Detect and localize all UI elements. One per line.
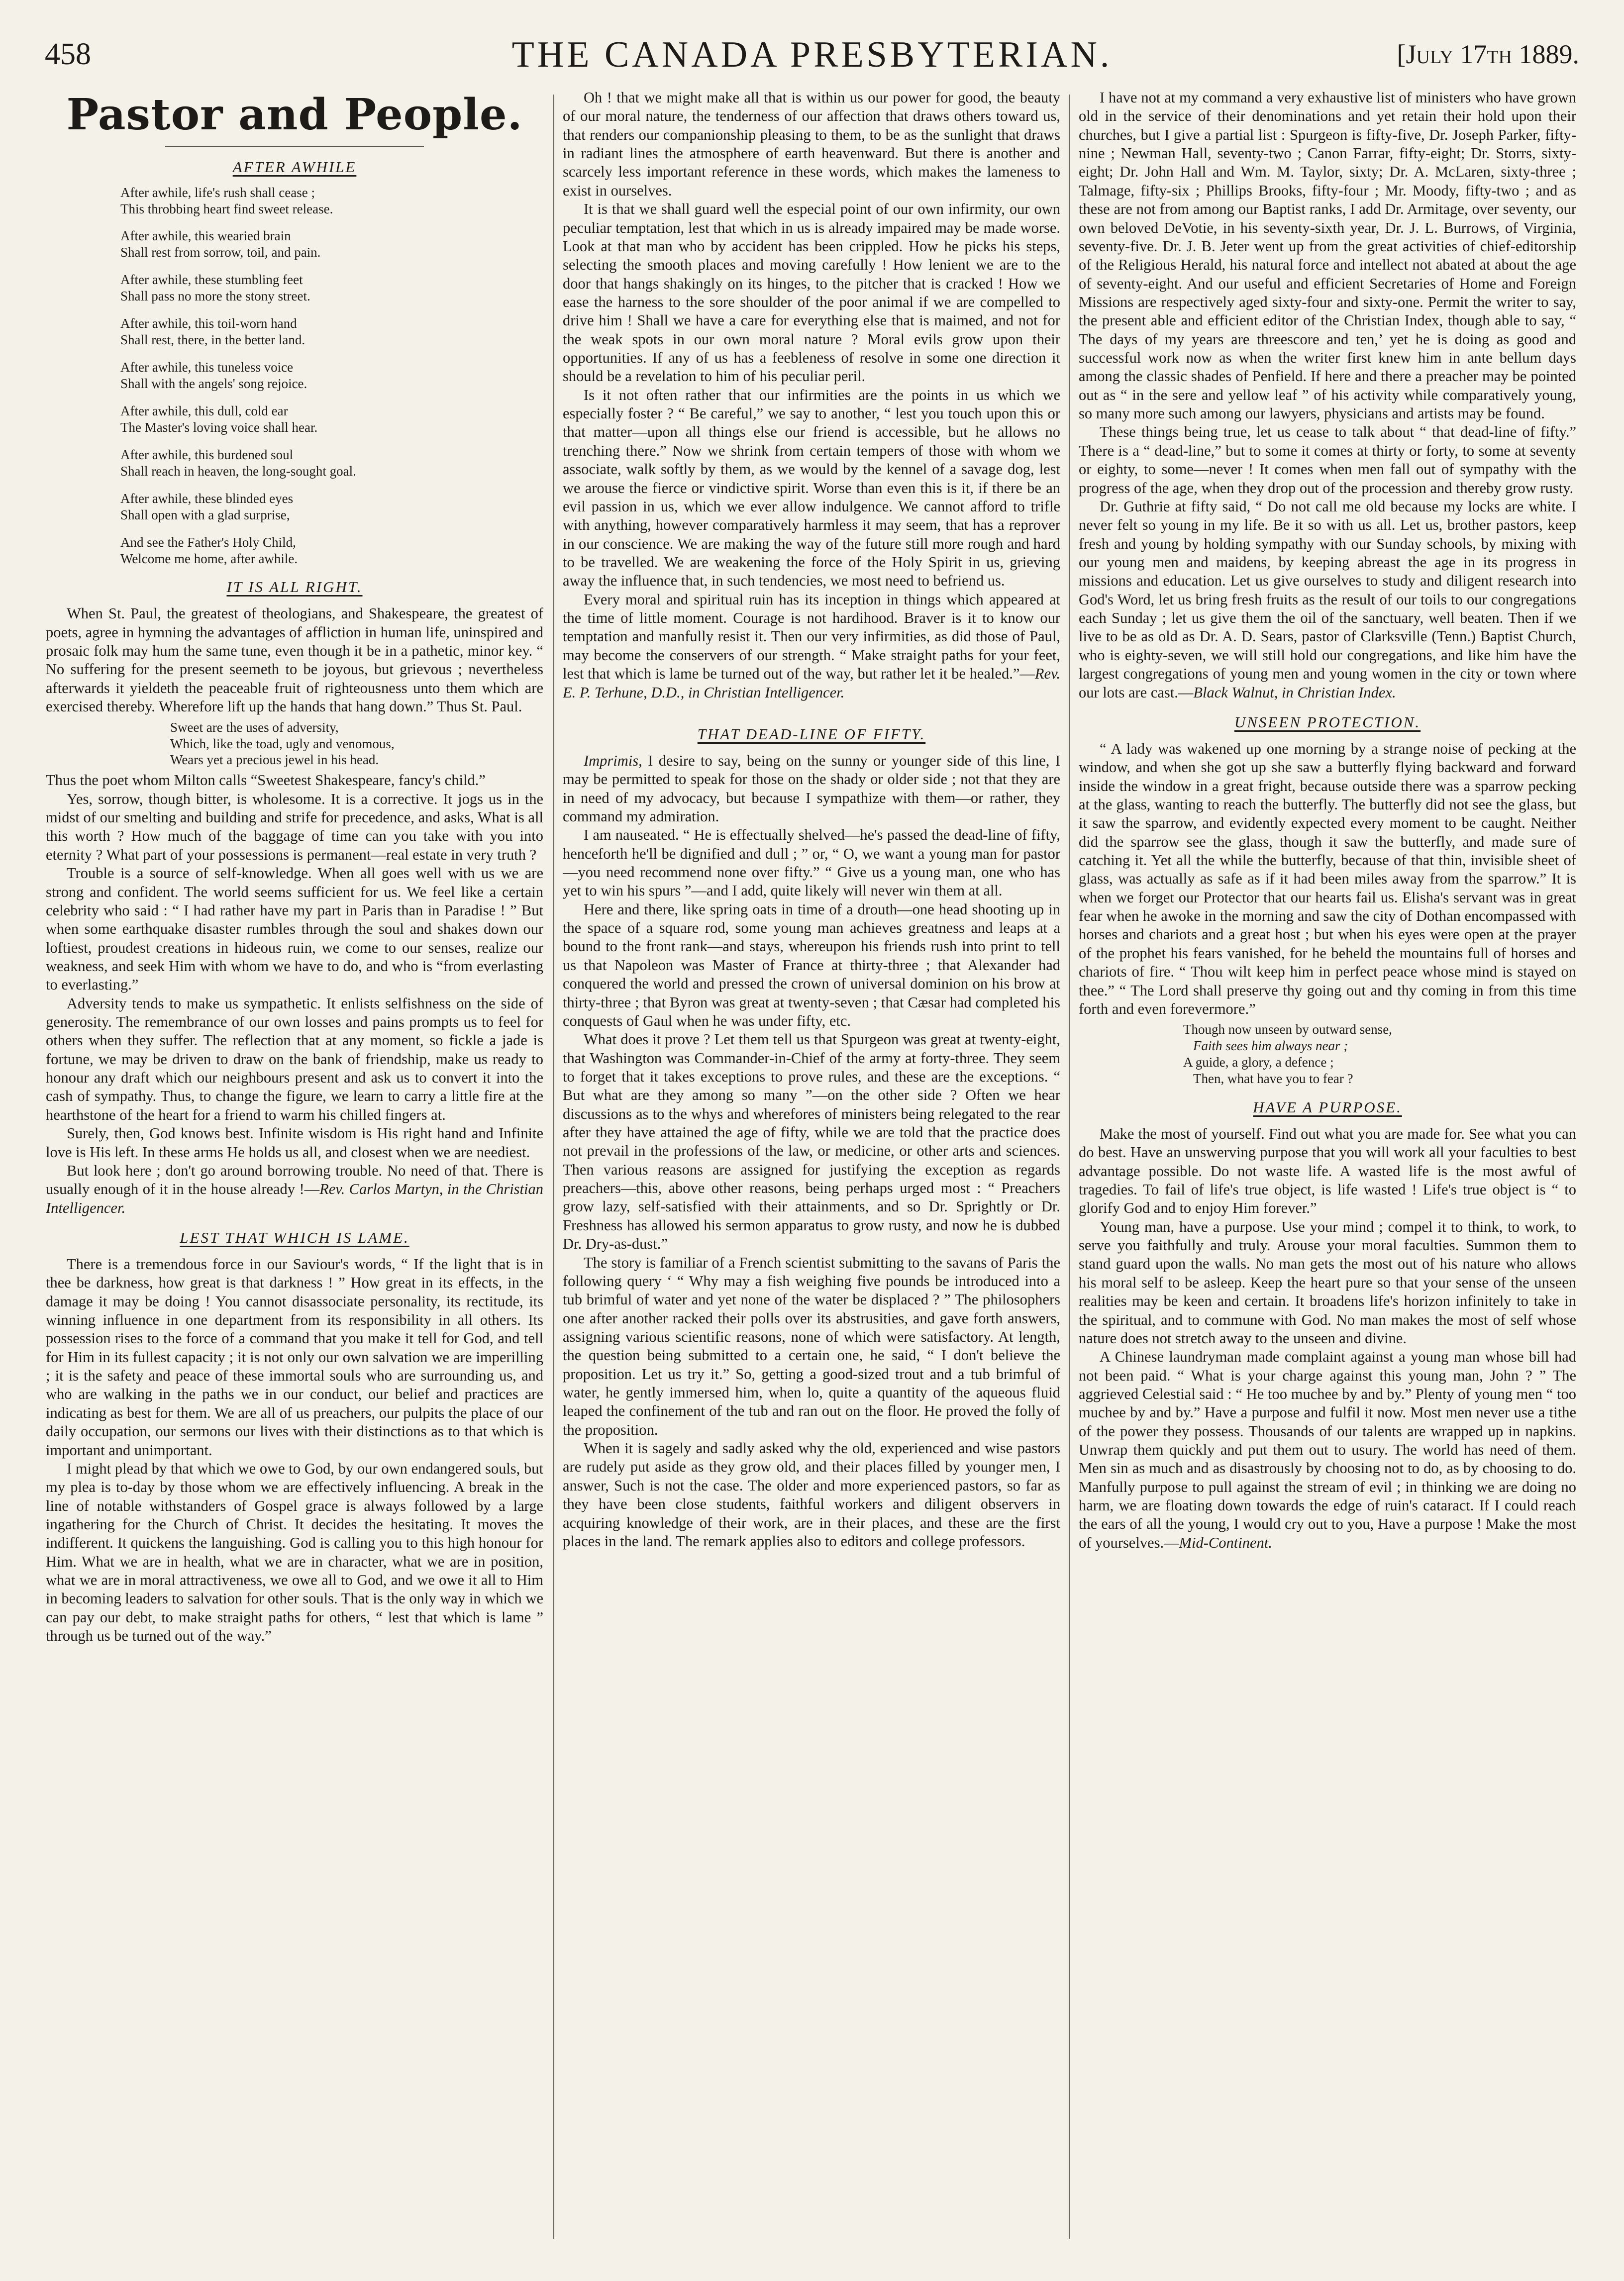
- quoted-verse: [1183, 1021, 1576, 1087]
- verse-line: A guide, a glory, a defence ;: [1183, 1055, 1334, 1070]
- paragraph-text: Every moral and spiritual ruin has its inception in things which appeared at the time of little moment. Courage is not hardihood. Braver is it to know our temptation and manfully resist it. Then our very infirmities, as did those of Paul, may become the conservers of our strength. “ Make straight paths for your feet, lest that which is lame be turned out of the way, but rather let it be healed.”—: [563, 591, 1060, 683]
- column-3: [1079, 89, 1576, 2248]
- poem-title: AFTER AWHILE: [232, 158, 357, 176]
- paragraph: [1079, 497, 1576, 702]
- attribution: Rev. E. P. Terhune, D.D., in Christian Intelligencer.: [563, 665, 1060, 701]
- paragraph: Yes, sorrow, though bitter, is wholesome. It is a corrective. It jogs us in the midst of our smelting and building and strife for precedence, and asks, What is all this worth ? How much of the baggage of time can you take with you into eternity ? What part of your possessions is permanent—real estate in very truth ?: [46, 790, 543, 863]
- verse-line: Which, like the toad, ugly and venomous,: [170, 736, 395, 751]
- paragraph: The story is familiar of a French scientist submitting to the savans of Paris the following query ‘ “ Why may a fish weighing five pounds be introduced into a tub brimful of water and yet none of the water be displaced ? ” The philosophers one after another racked their polls over its abstrusities, and gave forth answers, assigning various scientific reasons, none of which were satisfactory. At length, the question being submitted to a certain one, he said, “ I don't believe the proposition. Let us try it.” So, getting a good-sized trout and a tub brimful of water, he gently immersed him, when lo, quite a quantity of the aqueous fluid leaped the confinement of the tub and ran out on the floor. He proved the folly of the proposition.: [563, 1254, 1060, 1438]
- paragraph: Oh ! that we might make all that is within us our power for good, the beauty of our moral nature, the tenderness of our affection that draws others toward us, that renders our companionship pleasing to them, to be as the sunlight that draws in radiant lines the atmosphere of earth heavenward. But there is another and scarcely less important reference in these words, which makes the lameness to exist in ourselves.: [563, 89, 1060, 199]
- paragraph: I might plead by that which we owe to God, by our own endangered souls, but my plea is to-day by those whom we are effectively influencing. A break in the line of notable withstanders of Gospel grace is always followed by a large ingathering for the Church of Christ. It decides the hesitating. It moves the indifferent. It quickens the languishing. God is calling you to this high honour for Him. What we are in health, what we are in character, what we are in position, what we are in moral attractiveness, we owe all to God, and we owe it all to Him in becoming leaders to salvation for other souls. That is the only way in which we can pay our debt, to make straight paths for others, “ lest that which is lame ” through us be turned out of the way.”: [46, 1460, 543, 1645]
- paragraph: When St. Paul, the greatest of theologians, and Shakespeare, the greatest of poets, agree in hymning the advantages of affliction in human life, uninspired and prosaic folk may hum the same tune, even though it be in a pathetic, minor key. “ No suffering for the present seemeth to be joyous, but grievous ; nevertheless afterwards it yieldeth the peaceable fruit of righteousness unto them which are exercised thereby. Wherefore lift up the hands that hang down.” Thus St. Paul.: [46, 605, 543, 715]
- column-rule-right: [1069, 95, 1070, 2239]
- lead-word: Imprimis,: [584, 752, 642, 769]
- article-title: IT IS ALL RIGHT.: [226, 578, 363, 596]
- poem-stanza: [120, 228, 543, 261]
- paragraph: I have not at my command a very exhaustive list of ministers who have grown old in the service of their denominations and yet retain their hold upon their churches, but I give a partial list : Spurgeon is fifty-five, Dr. Joseph Parker, fifty-nine ; Newman Hall, seventy-two ; Canon Farrar, fifty-eight; Dr. Storrs, sixty-eight; Dr. John Hall and Wm. M. Taylor, sixty; Dr. A. McLaren, sixty-three ; Talmage, fifty-six ; Phillips Brooks, fifty-four ; Mr. Moody, fifty-two ; and as these are not from among our Baptist ranks, I add Dr. Armitage, over seventy, our own beloved DeVotie, in his seventy-sixth year, Dr. J. L. Burrows, of Virginia, seventy-five. Dr. J. B. Jeter went up from the great activities of chief-editorship of the Religious Herald, his natural force and intellect not abated at about the age of seventy-eight. And our useful and efficient Secretaries of Home and Foreign Missions are respectively aged sixty-four and sixty-one. Permit the writer to say, the present able and efficient editor of the Christian Index, though able to say, “ The days of my years are threescore and ten,’ yet he is doing as good and successful work now as when the writer first knew him in ante bellum days among the classic shades of Penfield. If here and there a preacher may be pointed out as “ in the sere and yellow leaf ” of his activity while comparatively young, so many more such among our lawyers, physicians and artists may be found.: [1079, 89, 1576, 422]
- paragraph: I am nauseated. “ He is effectually shelved—he's passed the dead-line of fifty, henceforth he'll be dignified and dull ; ” or, “ O, we want a young man for pastor—you need recommend none over fifty.” “ Give us a young man, one who has yet to win his spurs ”—and I add, quite likely will never win them at all.: [563, 826, 1060, 899]
- column-2: [563, 89, 1060, 2248]
- paragraph: It is that we shall guard well the especial point of our own infirmity, our own peculiar temptation, lest that which in us is already impaired may be made worse. Look at that man who by accident has been crippled. How he picks his steps, selecting the smooth places and moving carefully ! How lenient we are to the door that hangs shakingly on its hinges, to the pitcher that is cracked ! How we ease the harness to the sore shoulder of the poor animal if we are compelled to drive him ! Shall we have a care for everything else that is maimed, and not for the weak spots in our own moral nature ? Moral evils grow upon their opportunities. If any of us has a feebleness of resolve in some one direction it should be a revelation to him of his peculiar peril.: [563, 200, 1060, 385]
- verse-line: Though now unseen by outward sense,: [1183, 1022, 1392, 1037]
- article-title: HAVE A PURPOSE.: [1253, 1098, 1402, 1116]
- page-number: 458: [45, 37, 91, 71]
- poem-line: Shall rest, there, in the better land.: [120, 332, 305, 348]
- poem-line: Shall open with a glad surprise,: [120, 507, 290, 522]
- poem-stanza: [120, 491, 543, 523]
- attribution: Rev. Carlos Martyn, in the Christian Intelligencer.: [46, 1181, 543, 1216]
- poem-line: Shall with the angels' song rejoice.: [120, 376, 307, 391]
- verse-line: Wears yet a precious jewel in his head.: [170, 752, 379, 768]
- poem-stanza: [120, 534, 543, 567]
- verse-line: Sweet are the uses of adversity,: [170, 719, 339, 735]
- poem-line: After awhile, these stumbling feet: [120, 272, 303, 288]
- article-title: UNSEEN PROTECTION.: [1234, 713, 1421, 731]
- poem-line: Welcome me home, after awhile.: [120, 551, 298, 566]
- attribution: Black Walnut, in Christian Index.: [1193, 684, 1396, 701]
- poem-line: After awhile, this burdened soul: [120, 447, 294, 462]
- paragraph: Make the most of yourself. Find out what you are made for. See what you can do best. Have an unswerving purpose that you will work all your faculties to best advantage possible. Do not waste life. A wasted life is the most awful of tragedies. To fail of life's true object, is life wasted ! Life's true object is “ to glorify God and to enjoy Him forever.”: [1079, 1125, 1576, 1217]
- article-title: THAT DEAD-LINE OF FIFTY.: [697, 725, 926, 743]
- paragraph: Here and there, like spring oats in time of a drouth—one head shooting up in the space of a square rod, some young man achieves greatness and leaps at a bound to the front rank—and stays, whereupon his friends rush into print to tell us that Napoleon was Master of France at thirty-three ; that Alexander had conquered the world and pressed the crown of universal dominion on his brow at thirty-three ; that Byron was great at twenty-seven ; that Cæsar had completed his conquests of Gaul when he was under fifty, etc.: [563, 900, 1060, 1029]
- article-title: LEST THAT WHICH IS LAME.: [180, 1229, 409, 1246]
- poem-stanza: [120, 272, 543, 304]
- column-rule-left: [553, 95, 554, 2239]
- paragraph: “ A lady was wakened up one morning by a strange noise of pecking at the window, and when she got up she saw a butterfly flying backward and forward inside the window in a great fright, because outside there was a sparrow pecking at the glass, wanting to reach the butterfly. The butterfly did not see the glass, but it saw the sparrow, and evidently expected every moment to be caught. Neither did the sparrow see the glass, though it saw the butterfly, and made sure of catching it. Yet all the while the butterfly, because of that thin, invisible sheet of glass, was actually as safe as if it had been miles away from the sparrow.” It is when we forget our Protector that our hearts fail us. Elisha's servant was in great fear when he awoke in the morning and saw the city of Dothan encompassed with horses and chariots and a great host ; but when his eyes were open at the prayer of the prophet his fears vanished, for he beheld the mountains full of horses and chariots of fire. “ Thou wilt keep him in perfect peace whose mind is stayed on thee.” “ The Lord shall preserve thy going out and thy coming in from this time forth and even forevermore.”: [1079, 740, 1576, 1017]
- paragraph: [563, 752, 1060, 826]
- issue-date: [July 17th 1889.: [1397, 39, 1579, 69]
- paragraph-text: A Chinese laundryman made complaint against a young man whose bill had not been paid. “ What is your charge against this young man, John ? ” The aggrieved Celestial said : “ He too muchee by and by.” Plenty of young men “ too muchee by and by.” Have a purpose and fulfil it now. Most men never use a tithe of the power they possess. Thousands of our talents are wrapped up in napkins. Unwrap them quickly and put them out to usury. The world has need of them. Men sin as much and as disastrously by choosing not to do, as by choosing to do. Manfully purpose to pull against the stream of evil ; in thinking we are doing no harm, we are floating down towards the edge of ruin's cataract. If I could reach the ears of all the young, I would cry out to you, Have a purpose ! Make the most of yourselves.—: [1079, 1348, 1576, 1551]
- paragraph: Surely, then, God knows best. Infinite wisdom is His right hand and Infinite love is His left. In these arms He holds us all, and closest when we are neediest.: [46, 1125, 543, 1161]
- page-header: [45, 34, 1579, 81]
- verse-line: Then, what have you to fear ?: [1193, 1071, 1353, 1087]
- poem-line: The Master's loving voice shall hear.: [120, 419, 318, 435]
- paragraph: Thus the poet whom Milton calls “Sweetest Shakespeare, fancy's child.”: [46, 772, 486, 789]
- poem-line: After awhile, this wearied brain: [120, 228, 291, 244]
- title-divider: [165, 146, 424, 147]
- poem-stanza: [120, 185, 543, 217]
- paragraph-text: But look here ; don't go around borrowing trouble. No need of that. There is usually enough of it in the house already !—: [46, 1162, 543, 1198]
- poem-line: And see the Father's Holy Child,: [120, 534, 296, 550]
- attribution: Mid-Continent.: [1179, 1534, 1272, 1551]
- poem-line: After awhile, these blinded eyes: [120, 491, 294, 506]
- poem-line: Shall reach in heaven, the long-sought goal.: [120, 463, 356, 479]
- paragraph: There is a tremendous force in our Saviour's words, “ If the light that is in thee be darkness, how great is that darkness ! ” How great in its effects, in the damage it may be doing ! You cannot disassociate personality, its rectitude, its winning influence in one department from its responsibility in all others. Its possession rises to the force of a command that you make it tell for God, and tell for Him in its fullest capacity ; it is not only our own salvation we are imperilling ; it is the safety and peace of these immortal souls who are surrounding us, and who are walking in the paths we in our conduct, our belief and practices are indicating as best for them. We are all of us preachers, our pulpits the place of our daily occupation, our sermons our lives with their distinctions as to that which is important and unimportant.: [46, 1255, 543, 1459]
- poem-line: After awhile, this toil-worn hand: [120, 316, 297, 331]
- paragraph: These things being true, let us cease to talk about “ that dead-line of fifty.” There is a “ dead-line,” but to some it comes at thirty or forty, to some at seventy or eighty, to some—never ! It comes when men fall out of sympathy with the progress of the age, when they drop out of the procession and thereby grow rusty.: [1079, 423, 1576, 496]
- paragraph: [1079, 1348, 1576, 1552]
- paragraph: When it is sagely and sadly asked why the old, experienced and wise pastors are rudely put aside as they grow old, and their places filled by younger men, I answer, Such is not the case. The older and more experienced pastors, so far as they have been close students, faithful workers and diligent observers in acquiring knowledge of their work, are in their places, and these are the first places in the land. The remark applies also to editors and college professors.: [563, 1440, 1060, 1550]
- paragraph: Young man, have a purpose. Use your mind ; compel it to think, to work, to serve you faithfully and truly. Arouse your moral faculties. Summon them to stand guard upon the walls. No man gets the most out of his nature who allows his moral self to be asleep. Keep the heart pure so that your sense of the unseen realities may be keen and certain. It broadens life's horizon infinitely to take in the spiritual, and to commune with God. No man makes the most of self whose nature does not stretch away to the unseen and divine.: [1079, 1218, 1576, 1347]
- poem-line: After awhile, this dull, cold ear: [120, 403, 288, 418]
- paragraph: Is it not often rather that our infirmities are the points in us which we especially foster ? “ Be careful,” we say to another, “ lest you touch upon this or that matter—upon all things else our friend is accessible, but he allows no trenching there.” Now we shrink from certain tempers of those with whom we associate, walk softly by them, as we would by the kennel of a savage dog, lest we arouse the fierce or vindictive spirit. Worse than even this is it, if there be an evil passion in us, which we ever allow indulgence. We cannot afford to trifle with anything, however comparatively harmless it may seem, that has a reprover in our conscience. We are making the way of the future still more rough and hard to be travelled. We are weakening the force of the Holy Spirit in us, grieving away the influence that, in such tendencies, we most need to befriend us.: [563, 386, 1060, 590]
- paragraph-text: I desire to say, being on the sunny or younger side of this line, I may be permitted to speak for those on the shady or older side ; not that they are in need of my advocacy, but because I sympathize with them—or rather, they command my admiration.: [563, 752, 1060, 825]
- poem-line: This throbbing heart find sweet release.: [120, 201, 333, 216]
- verse-line: Faith sees him always near ;: [1193, 1038, 1348, 1054]
- poem-line: Shall rest from sorrow, toil, and pain.: [120, 245, 321, 260]
- paragraph: [46, 1162, 543, 1217]
- poem-line: Shall pass no more the stony street.: [120, 289, 310, 304]
- paragraph-text: Dr. Guthrie at fifty said, “ Do not call me old because my locks are white. I never felt so young in my life. Be it so with us all. Let us, brother pastors, keep fresh and young by holding sympathy with our Sunday schools, by mixing with our young men and maidens, by keeping abreast the age in its progress in missions and education. Let us give ourselves to study and diligent research into God's Word, let us bring fresh fruits as the result of our toils to our congregations each Sunday ; let us give them the oil of the sanctuary, well beaten. Then if we live to be as old as Dr. A. D. Sears, pastor of Clarksville (Tenn.) Baptist Church, who is eighty-seven, we will still hold our congregations, and like him have the largest congregations of young men and young women in the city or town where our lots are cast.—: [1079, 497, 1576, 701]
- journal-title: THE CANADA PRESBYTERIAN.: [511, 34, 1113, 75]
- paragraph: [563, 591, 1060, 702]
- poem-after-awhile: [46, 185, 543, 567]
- poem-stanza: [120, 359, 543, 392]
- quoted-verse: [150, 719, 543, 769]
- paragraph: What does it prove ? Let them tell us that Spurgeon was great at twenty-eight, that Washington was Commander-in-Chief of the army at forty-three. They seem to forget that it takes exceptions to prove rules, and these are the exceptions. “ But what are they among so many ”—on the other side ? Often we hear discussions as to the whys and wherefores of ministers being relegated to the rear after they have attained the age of fifty, while we are told that the practice does not prevail in the professions of the law, or medicine, or other arts and sciences. Then various reasons are assigned for justifying the exception as regards preachers—this, above other reasons, being perhaps urged most : “ Preachers grow lazy, self-satisfied with their attainments, and so Dr. Sprightly or Dr. Freshness has allowed his sermon apparatus to grow rusty, and now he is dubbed Dr. Dry-as-dust.”: [563, 1031, 1060, 1253]
- paragraph: Trouble is a source of self-knowledge. When all goes well with us we are strong and confident. The world seems sufficient for us. We feel like a certain celebrity who said : “ I had rather have my part in Paris than in Paradise ! ” But when some earthquake disaster rumbles through the soul and shakes down our loftiest, proudest creations in hideous ruin, we come to our senses, realize our weakness, and seek Him with whom we have to do, and who is “from everlasting to everlasting.”: [46, 865, 543, 993]
- department-title: Pastor and People.: [66, 90, 523, 140]
- poem-stanza: [120, 403, 543, 436]
- poem-stanza: [120, 447, 543, 480]
- poem-line: After awhile, life's rush shall cease ;: [120, 185, 315, 200]
- poem-line: After awhile, this tuneless voice: [120, 360, 294, 375]
- poem-stanza: [120, 315, 543, 348]
- column-1: [46, 89, 543, 2248]
- paragraph: Adversity tends to make us sympathetic. It enlists selfishness on the side of generosity. The remembrance of our own losses and pains prompts us to feel for others when they suffer. The reflection that at any moment, so fickle a jade is fortune, we may be driven to draw on the bank of friendship, make us ready to honour any draft which our neighbours present and ask us to convert it into the cash of sympathy. Thus, to change the figure, we learn to carry a little fire at the hearthstone of the heart for a friend to warm his chilled fingers at.: [46, 994, 543, 1123]
